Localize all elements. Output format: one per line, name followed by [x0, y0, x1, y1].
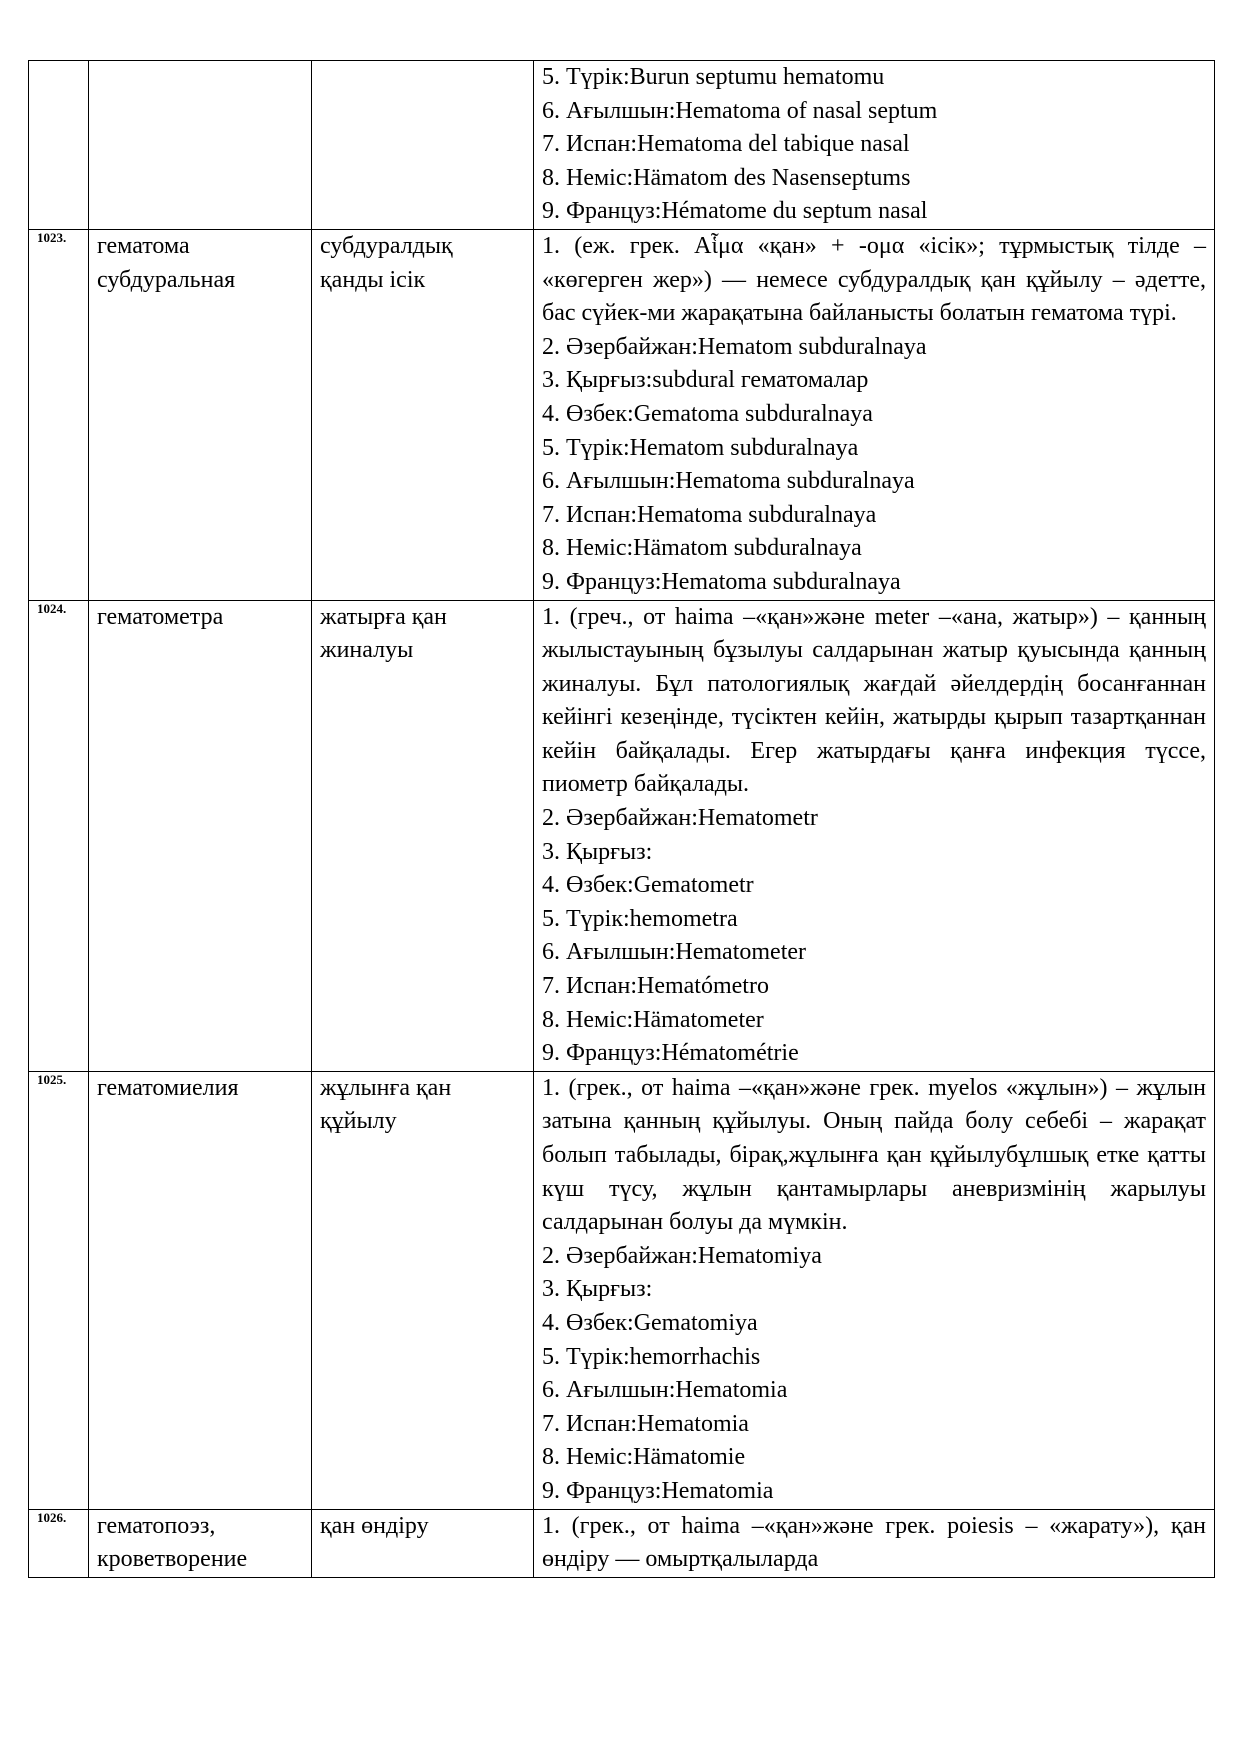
kazakh-term-line: жатырға қан [320, 603, 447, 630]
russian-term-line: гематометра [97, 603, 224, 630]
translation-line: 3. Қырғыз: [542, 838, 653, 865]
kazakh-term [312, 1509, 534, 1577]
russian-term-line: субдуральная [97, 266, 236, 293]
translation-line: 5. Түрік:hemometra [542, 905, 738, 932]
translation-line: 5. Түрік:Burun septumu hematomu [542, 64, 885, 90]
entry-row [29, 61, 1215, 230]
russian-term-line: гематомиелия [97, 1074, 239, 1101]
translation-line: 3. Қырғыз: [542, 1276, 653, 1303]
definition-text: 1. (греч., от haima –«қан»және meter –«ана, жатыр») – қанның жылыстауының бұзылуы салдарынан жатыр қуысында қанның жиналуы. Бұл патологиялық жағдай әйелдердің босанғаннан кейінгі кезеңінде, түсіктен кейін, жатырды қырып тазартқаннан кейін байқалады. Егер жатырдағы қанға инфекция түссе, пиометр байқалады. [542, 603, 1206, 798]
definition-text: 1. (еж. грек. Αἷμα «қан» + -ομα «ісік»; тұрмыстық тілде – «көгерген жер») — немесе субдуралдық қан құйылу – әдетте, бас сүйек-ми жарақатына байланысты болатын гематома түрі. [542, 232, 1206, 327]
entry-number: 1023. [29, 229, 89, 600]
translation-line: 6. Ағылшын:Hematomia [542, 1377, 788, 1404]
russian-term [89, 1509, 312, 1577]
kazakh-term-line: жұлынға қан [320, 1074, 452, 1101]
translation-line: 5. Түрік:Hematom subduralnaya [542, 434, 859, 461]
translation-line: 6. Ағылшын:Hematoma of nasal septum [542, 97, 938, 124]
translation-line: 9. Француз:Hematoma subduralnaya [542, 568, 901, 595]
translation-line: 8. Неміс:Hämatomie [542, 1444, 746, 1471]
kazakh-term [312, 600, 534, 1071]
russian-term-line: кроветворение [97, 1546, 248, 1573]
translation-line: 6. Ағылшын:Hematoma subduralnaya [542, 468, 915, 495]
kazakh-term-line: қанды ісік [320, 266, 426, 293]
translation-line: 9. Француз:Hématométrie [542, 1040, 799, 1067]
russian-term [89, 61, 312, 230]
entry-number: 1024. [29, 600, 89, 1071]
translation-line: 4. Өзбек:Gematoma subduralnaya [542, 400, 873, 427]
translation-line: 8. Неміс:Hämatom des Nasenseptums [542, 164, 911, 191]
kazakh-term-line: қан өндіру [320, 1512, 429, 1539]
translation-line: 8. Неміс:Hämatometer [542, 1006, 764, 1033]
russian-term [89, 600, 312, 1071]
entry-number: 1026. [29, 1509, 89, 1577]
translation-line: 7. Испан:Hematomia [542, 1410, 749, 1437]
russian-term-line: гематома [97, 232, 190, 259]
dictionary-body [29, 61, 1215, 1578]
translation-line: 4. Өзбек:Gematomiya [542, 1309, 758, 1336]
definition-cell [534, 600, 1215, 1071]
translation-line: 5. Түрік:hemorrhachis [542, 1343, 761, 1370]
kazakh-term-line: жиналуы [320, 637, 414, 664]
entry-number [29, 61, 89, 230]
entry-row [29, 1509, 1215, 1577]
definition-cell [534, 61, 1215, 230]
translation-line: 9. Француз:Hématome du septum nasal [542, 198, 928, 225]
translation-line: 8. Неміс:Hämatom subduralnaya [542, 535, 862, 562]
russian-term [89, 229, 312, 600]
kazakh-term [312, 1071, 534, 1509]
translation-line: 2. Әзербайжан:Hematom subduralnaya [542, 333, 927, 360]
translation-line: 4. Өзбек:Gematometr [542, 872, 754, 899]
translation-line: 7. Испан:Hematómetro [542, 973, 769, 1000]
translation-line: 7. Испан:Hematoma del tabique nasal [542, 131, 910, 158]
translation-line: 2. Әзербайжан:Hematomiya [542, 1242, 822, 1269]
entry-row [29, 229, 1215, 600]
definition-cell [534, 1509, 1215, 1577]
russian-term-line: гематопоэз, [97, 1512, 216, 1539]
translation-line: 3. Қырғыз:subdural гематомалар [542, 367, 869, 394]
definition-text: 1. (грек., от haima –«қан»және грек. myelos «жұлын») – жұлын затына қанның құйылуы. Оның пайда болу себебі – жарақат болып табылады, бірақ,жұлынға қан құйылубұлшық етке қатты күш түсу, жұлын қантамырлары аневризмінің жарылуы салдарынан болуы да мүмкін. [542, 1074, 1206, 1236]
translation-line: 6. Ағылшын:Hematometer [542, 939, 806, 966]
translation-line: 7. Испан:Hematoma subduralnaya [542, 501, 877, 528]
entry-row [29, 600, 1215, 1071]
kazakh-term [312, 229, 534, 600]
translation-line: 2. Әзербайжан:Hematometr [542, 805, 818, 832]
kazakh-term [312, 61, 534, 230]
dictionary-table [28, 60, 1215, 1578]
definition-cell [534, 229, 1215, 600]
kazakh-term-line: құйылу [320, 1108, 397, 1135]
entry-row [29, 1071, 1215, 1509]
kazakh-term-line: субдуралдық [320, 232, 453, 259]
russian-term [89, 1071, 312, 1509]
definition-text: 1. (грек., от haima –«қан»және грек. poiesis – «жарату»), қан өндіру — омыртқалыларда [542, 1512, 1206, 1573]
definition-cell [534, 1071, 1215, 1509]
entry-number: 1025. [29, 1071, 89, 1509]
translation-line: 9. Француз:Hematomia [542, 1477, 774, 1504]
